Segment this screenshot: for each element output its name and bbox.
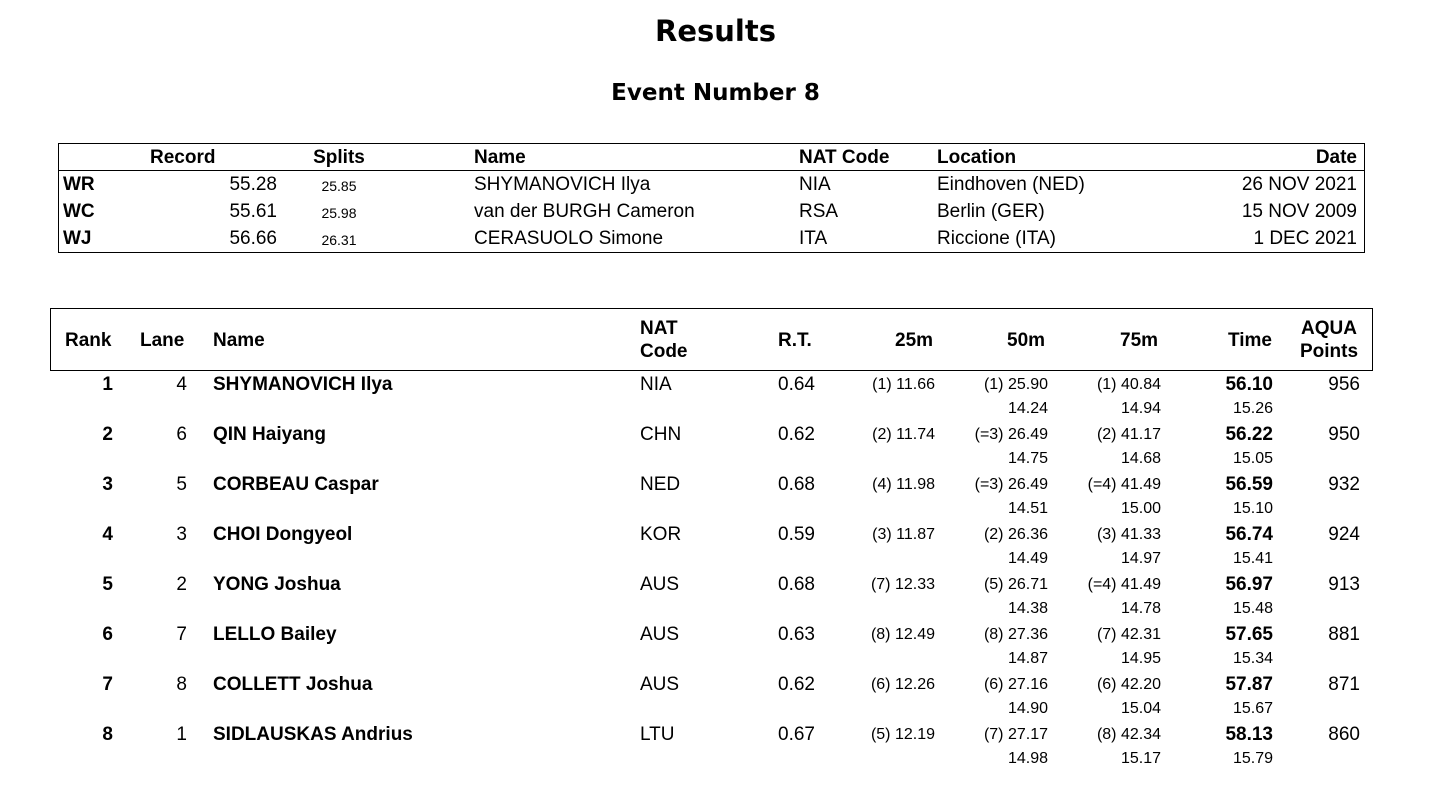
split-25m: (8) 12.49 bbox=[870, 626, 935, 643]
records-table bbox=[58, 143, 1365, 253]
result-lane: 8 bbox=[176, 674, 187, 695]
record-holder-name: van der BURGH Cameron bbox=[474, 201, 695, 222]
record-date: 1 DEC 2021 bbox=[1253, 228, 1357, 249]
result-row bbox=[0, 572, 1431, 622]
lap-50m: 14.38 bbox=[1007, 600, 1048, 617]
record-row bbox=[59, 199, 1364, 225]
lap-75m: 14.95 bbox=[1120, 650, 1161, 667]
lap-100m: 15.10 bbox=[1232, 500, 1273, 517]
record-time: 55.61 bbox=[229, 201, 277, 222]
athlete-name: LELLO Bailey bbox=[213, 624, 337, 645]
reaction-time: 0.59 bbox=[778, 524, 815, 545]
athlete-nat-code: AUS bbox=[640, 574, 680, 595]
split-75m: (3) 41.33 bbox=[1096, 526, 1161, 543]
record-location: Eindhoven (NED) bbox=[937, 174, 1085, 195]
lap-50m: 14.90 bbox=[1007, 700, 1048, 717]
reaction-time: 0.63 bbox=[778, 624, 815, 645]
lap-50m: 14.87 bbox=[1007, 650, 1048, 667]
record-split: 25.85 bbox=[321, 178, 357, 194]
result-rank: 5 bbox=[102, 574, 113, 595]
result-lane: 5 bbox=[176, 474, 187, 495]
reaction-time: 0.62 bbox=[778, 424, 815, 445]
record-date: 15 NOV 2009 bbox=[1241, 201, 1357, 222]
header-reaction-time: R.T. bbox=[778, 330, 812, 351]
result-lane: 4 bbox=[176, 374, 187, 395]
lap-75m: 14.68 bbox=[1120, 450, 1161, 467]
lap-50m: 14.24 bbox=[1007, 400, 1048, 417]
lap-100m: 15.79 bbox=[1232, 750, 1273, 767]
split-50m: (5) 26.71 bbox=[983, 576, 1048, 593]
record-location: Riccione (ITA) bbox=[937, 228, 1056, 249]
athlete-name: COLLETT Joshua bbox=[213, 674, 373, 695]
athlete-name: CORBEAU Caspar bbox=[213, 474, 379, 495]
result-lane: 1 bbox=[176, 724, 187, 745]
reaction-time: 0.67 bbox=[778, 724, 815, 745]
record-date: 26 NOV 2021 bbox=[1241, 174, 1357, 195]
header-lane: Lane bbox=[140, 330, 185, 351]
split-50m: (=3) 26.49 bbox=[974, 476, 1048, 493]
record-code: WC bbox=[63, 201, 95, 222]
header-split-75m: 75m bbox=[1120, 330, 1159, 351]
lap-100m: 15.05 bbox=[1232, 450, 1273, 467]
split-25m: (2) 11.74 bbox=[872, 426, 935, 443]
lap-75m: 15.04 bbox=[1120, 700, 1161, 717]
split-75m: (6) 42.20 bbox=[1096, 676, 1161, 693]
split-75m: (2) 41.17 bbox=[1096, 426, 1161, 443]
aqua-points: 860 bbox=[1328, 724, 1360, 745]
athlete-nat-code: CHN bbox=[640, 424, 682, 445]
result-row bbox=[0, 372, 1431, 422]
aqua-points: 932 bbox=[1328, 474, 1360, 495]
split-25m: (1) 11.66 bbox=[872, 376, 935, 393]
event-title: Event Number 8 bbox=[611, 80, 820, 106]
results-header-row bbox=[50, 308, 1373, 371]
result-row bbox=[0, 722, 1431, 772]
reaction-time: 0.62 bbox=[778, 674, 815, 695]
record-holder-name: SHYMANOVICH Ilya bbox=[474, 174, 651, 195]
lap-75m: 15.00 bbox=[1120, 500, 1161, 517]
header-nat-line2: Code bbox=[640, 341, 688, 362]
result-lane: 2 bbox=[176, 574, 187, 595]
split-25m: (5) 12.19 bbox=[870, 726, 935, 743]
athlete-nat-code: NIA bbox=[640, 374, 672, 395]
split-75m: (1) 40.84 bbox=[1096, 376, 1161, 393]
record-code: WR bbox=[63, 174, 95, 195]
split-25m: (3) 11.87 bbox=[872, 526, 935, 543]
header-points-line2: Points bbox=[1300, 341, 1359, 362]
aqua-points: 871 bbox=[1328, 674, 1360, 695]
split-75m: (=4) 41.49 bbox=[1087, 576, 1161, 593]
result-row bbox=[0, 672, 1431, 722]
result-row bbox=[0, 622, 1431, 672]
record-nat-code: NIA bbox=[799, 174, 831, 195]
lap-50m: 14.75 bbox=[1007, 450, 1048, 467]
athlete-nat-code: LTU bbox=[640, 724, 675, 745]
split-50m: (=3) 26.49 bbox=[974, 426, 1048, 443]
header-location: Location bbox=[937, 147, 1017, 168]
lap-100m: 15.67 bbox=[1232, 700, 1273, 717]
header-record: Record bbox=[150, 147, 216, 168]
record-nat-code: ITA bbox=[799, 228, 828, 249]
split-75m: (7) 42.31 bbox=[1096, 626, 1161, 643]
lap-75m: 15.17 bbox=[1120, 750, 1161, 767]
aqua-points: 913 bbox=[1328, 574, 1360, 595]
header-points-line1: AQUA bbox=[1301, 318, 1357, 339]
record-time: 56.66 bbox=[229, 228, 277, 249]
result-rank: 1 bbox=[102, 374, 113, 395]
record-row bbox=[59, 172, 1364, 198]
result-lane: 6 bbox=[176, 424, 187, 445]
records-header-row bbox=[59, 145, 1364, 171]
record-holder-name: CERASUOLO Simone bbox=[474, 228, 664, 249]
split-75m: (8) 42.34 bbox=[1096, 726, 1161, 743]
final-time: 56.97 bbox=[1225, 574, 1273, 595]
result-row bbox=[0, 472, 1431, 522]
aqua-points: 956 bbox=[1328, 374, 1360, 395]
result-rank: 3 bbox=[102, 474, 113, 495]
athlete-name: YONG Joshua bbox=[213, 574, 341, 595]
final-time: 57.87 bbox=[1225, 674, 1273, 695]
athlete-nat-code: KOR bbox=[640, 524, 682, 545]
split-25m: (4) 11.98 bbox=[872, 476, 935, 493]
athlete-nat-code: NED bbox=[640, 474, 681, 495]
athlete-name: CHOI Dongyeol bbox=[213, 524, 353, 545]
result-row bbox=[0, 522, 1431, 572]
header-name: Name bbox=[213, 330, 265, 351]
final-time: 58.13 bbox=[1225, 724, 1273, 745]
header-nat-line1: NAT bbox=[640, 318, 678, 339]
reaction-time: 0.68 bbox=[778, 574, 815, 595]
result-rank: 4 bbox=[102, 524, 113, 545]
aqua-points: 950 bbox=[1328, 424, 1360, 445]
header-name: Name bbox=[474, 147, 526, 168]
record-location: Berlin (GER) bbox=[937, 201, 1045, 222]
split-50m: (6) 27.16 bbox=[983, 676, 1048, 693]
final-time: 56.22 bbox=[1225, 424, 1273, 445]
athlete-nat-code: AUS bbox=[640, 624, 680, 645]
split-50m: (8) 27.36 bbox=[983, 626, 1048, 643]
lap-50m: 14.51 bbox=[1007, 500, 1048, 517]
lap-100m: 15.48 bbox=[1232, 600, 1273, 617]
split-25m: (6) 12.26 bbox=[870, 676, 935, 693]
result-lane: 3 bbox=[176, 524, 187, 545]
reaction-time: 0.68 bbox=[778, 474, 815, 495]
lap-100m: 15.34 bbox=[1232, 650, 1273, 667]
result-rank: 7 bbox=[102, 674, 113, 695]
final-time: 56.59 bbox=[1225, 474, 1273, 495]
split-25m: (7) 12.33 bbox=[870, 576, 935, 593]
header-date: Date bbox=[1315, 147, 1357, 168]
athlete-name: SIDLAUSKAS Andrius bbox=[213, 724, 413, 745]
aqua-points: 881 bbox=[1328, 624, 1360, 645]
result-row bbox=[0, 422, 1431, 472]
athlete-nat-code: AUS bbox=[640, 674, 680, 695]
split-50m: (2) 26.36 bbox=[983, 526, 1048, 543]
result-rank: 2 bbox=[102, 424, 113, 445]
header-splits: Splits bbox=[313, 147, 365, 168]
record-split: 25.98 bbox=[321, 205, 357, 221]
lap-75m: 14.97 bbox=[1120, 550, 1161, 567]
record-split: 26.31 bbox=[321, 232, 357, 248]
lap-75m: 14.94 bbox=[1120, 400, 1161, 417]
header-nat-code: NAT Code bbox=[799, 147, 890, 168]
athlete-name: QIN Haiyang bbox=[213, 424, 326, 445]
result-rank: 8 bbox=[102, 724, 113, 745]
header-split-25m: 25m bbox=[895, 330, 934, 351]
record-row bbox=[59, 226, 1364, 252]
split-50m: (7) 27.17 bbox=[983, 726, 1048, 743]
reaction-time: 0.64 bbox=[778, 374, 815, 395]
record-code: WJ bbox=[63, 228, 92, 249]
page-title: Results bbox=[655, 14, 776, 48]
split-50m: (1) 25.90 bbox=[983, 376, 1048, 393]
lap-50m: 14.49 bbox=[1007, 550, 1048, 567]
record-nat-code: RSA bbox=[799, 201, 839, 222]
result-lane: 7 bbox=[176, 624, 187, 645]
final-time: 57.65 bbox=[1225, 624, 1273, 645]
record-time: 55.28 bbox=[229, 174, 277, 195]
header-rank: Rank bbox=[65, 330, 112, 351]
lap-100m: 15.41 bbox=[1232, 550, 1273, 567]
final-time: 56.10 bbox=[1225, 374, 1273, 395]
header-split-50m: 50m bbox=[1007, 330, 1046, 351]
aqua-points: 924 bbox=[1328, 524, 1360, 545]
lap-75m: 14.78 bbox=[1120, 600, 1161, 617]
lap-50m: 14.98 bbox=[1007, 750, 1048, 767]
athlete-name: SHYMANOVICH Ilya bbox=[213, 374, 393, 395]
result-rank: 6 bbox=[102, 624, 113, 645]
split-75m: (=4) 41.49 bbox=[1087, 476, 1161, 493]
lap-100m: 15.26 bbox=[1232, 400, 1273, 417]
final-time: 56.74 bbox=[1225, 524, 1273, 545]
header-time: Time bbox=[1228, 330, 1273, 351]
